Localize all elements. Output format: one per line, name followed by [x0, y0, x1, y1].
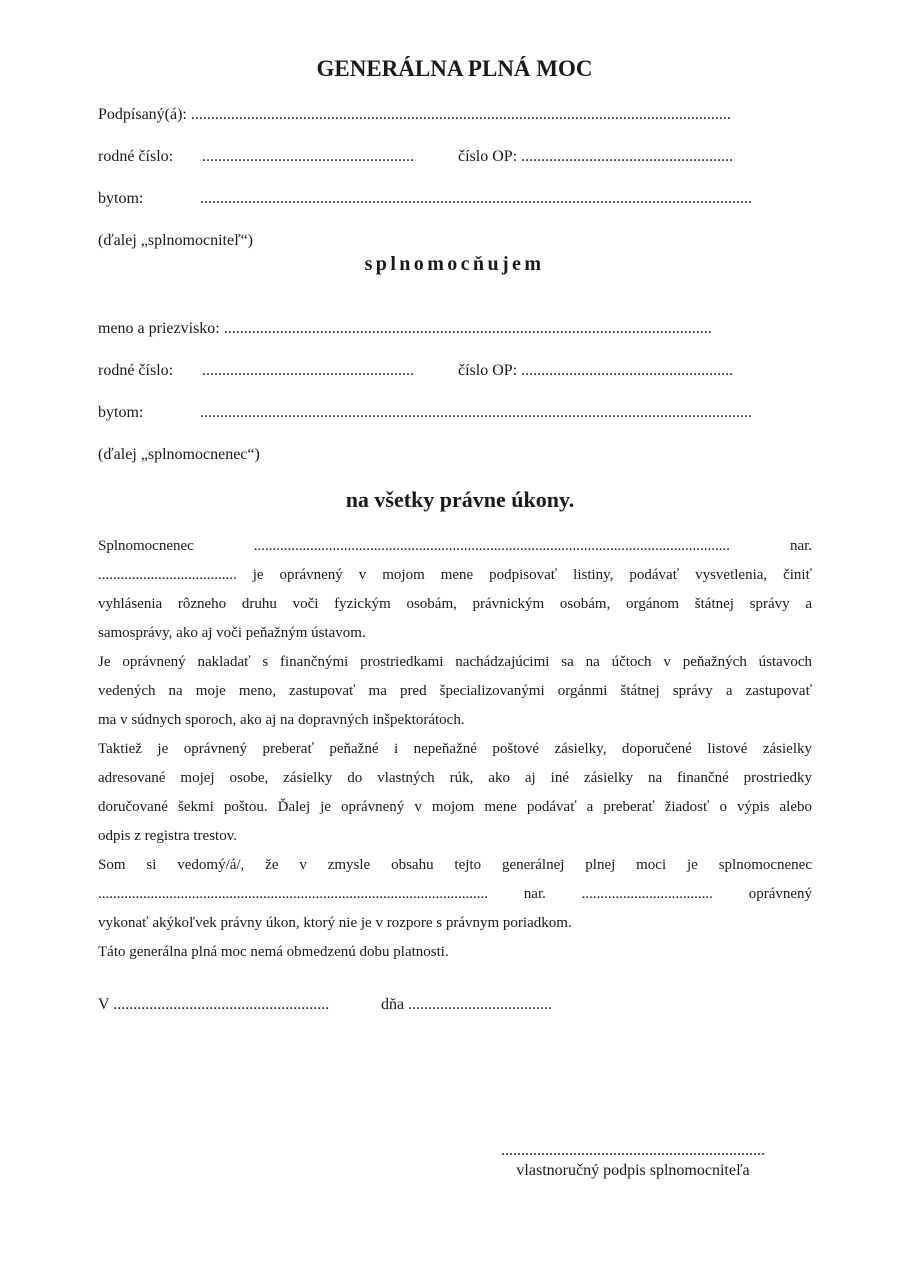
- principal-birth-field[interactable]: .....................................................: [202, 148, 414, 165]
- principal-address-label: bytom:: [98, 190, 144, 207]
- agent-name-field[interactable]: ..........................................................................................................................: [223, 320, 712, 337]
- body-line: ma v súdnych sporoch, ako aj na dopravných inšpektorátoch.: [98, 712, 465, 728]
- principal-id-row: [458, 148, 733, 166]
- agent-id-label: číslo OP:: [458, 362, 518, 379]
- principal-name-row: [98, 106, 731, 124]
- agent-birth-field[interactable]: .....................................................: [202, 362, 414, 379]
- body-line: Taktiež je oprávnený preberať peňažné i nepeňažné poštové zásielky, doporučené listové zásielky: [98, 741, 812, 757]
- date-label: dňa: [381, 996, 405, 1013]
- body-line: vedených na moje meno, zastupovať ma pred špecializovanými orgánmi štátnej správy a zastupovať: [98, 683, 812, 699]
- principal-address-field[interactable]: ..........................................................................................................................................: [200, 190, 752, 207]
- principal-birth-label: rodné číslo:: [98, 148, 174, 165]
- principal-id-field[interactable]: .....................................................: [521, 148, 734, 165]
- agent-label: Splnomocnenec: [98, 538, 194, 554]
- agent-name-blank-2[interactable]: ........................................................................................................: [98, 886, 488, 902]
- body-text: [98, 532, 812, 967]
- body-line: [98, 532, 812, 561]
- body-line-text: je oprávnený v mojom mene podpisovať listiny, podávať vysvetlenia, činiť: [252, 567, 813, 583]
- body-line: adresované mojej osobe, zásielky do vlastných rúk, ako aj iné zásielky na finančné prostriedky: [98, 770, 812, 786]
- scope-title: na všetky právne úkony.: [345, 487, 575, 512]
- agent-name-blank[interactable]: ...............................................................................................................................: [253, 538, 730, 554]
- signature-caption: vlastnoručný podpis splnomocniteľa: [516, 1162, 750, 1179]
- principal-name-field[interactable]: .......................................................................................................................................: [190, 106, 731, 123]
- body-line: [98, 880, 812, 909]
- body-line: Táto generálna plná moc nemá obmedzenú dobu platnosti.: [98, 944, 449, 960]
- body-line: doručované šekmi poštou. Ďalej je oprávnený v mojom mene podávať a preberať žiadosť o výpis alebo: [98, 799, 812, 815]
- agent-birthdate-blank-2[interactable]: ...................................: [581, 886, 713, 902]
- document-title: GENERÁLNA PLNÁ MOC: [316, 56, 593, 81]
- agent-name-row: [98, 320, 712, 338]
- authorized-word: oprávnený: [748, 886, 813, 902]
- agent-birth-label: rodné číslo:: [98, 362, 174, 379]
- place-label: V: [98, 996, 110, 1013]
- signature-field[interactable]: ..................................................................: [501, 1142, 765, 1159]
- principal-alias: (ďalej „splnomocniteľ“): [98, 232, 254, 249]
- agent-birthdate-blank[interactable]: .....................................: [98, 567, 237, 583]
- agent-id-field[interactable]: .....................................................: [521, 362, 734, 379]
- principal-id-label: číslo OP:: [458, 148, 518, 165]
- body-line: samosprávy, ako aj voči peňažným ústavom.: [98, 625, 366, 641]
- date-field[interactable]: ....................................: [408, 996, 553, 1013]
- body-line: Som si vedomý/á/, že v zmysle obsahu tejto generálnej plnej moci je splnomocnenec: [98, 857, 812, 873]
- place-field[interactable]: ......................................................: [113, 996, 330, 1013]
- principal-name-label: Podpísaný(á):: [98, 106, 187, 123]
- agent-name-label: meno a priezvisko:: [98, 320, 220, 337]
- body-line: odpis z registra trestov.: [98, 828, 237, 844]
- date-row: [381, 996, 552, 1014]
- body-line: vyhlásenia rôzneho druhu voči fyzickým osobám, právnickým osobám, orgánom štátnej správy a: [98, 596, 812, 612]
- body-line: vykonať akýkoľvek právny úkon, ktorý nie je v rozpore s právnym poriadkom.: [98, 915, 572, 931]
- place-row: [98, 996, 329, 1014]
- agent-alias: (ďalej „splnomocnenec“): [98, 446, 260, 463]
- agent-address-field[interactable]: ..........................................................................................................................................: [200, 404, 752, 421]
- agent-id-row: [458, 362, 733, 380]
- body-line: [98, 561, 812, 590]
- born-label: nar.: [789, 538, 813, 554]
- born-label-2: nar.: [523, 886, 546, 902]
- body-line: Je oprávnený nakladať s finančnými prostriedkami nachádzajúcimi sa na účtoch v peňažných ústavoch: [98, 654, 812, 670]
- empower-heading: splnomocňujem: [364, 253, 545, 275]
- agent-address-label: bytom:: [98, 404, 144, 421]
